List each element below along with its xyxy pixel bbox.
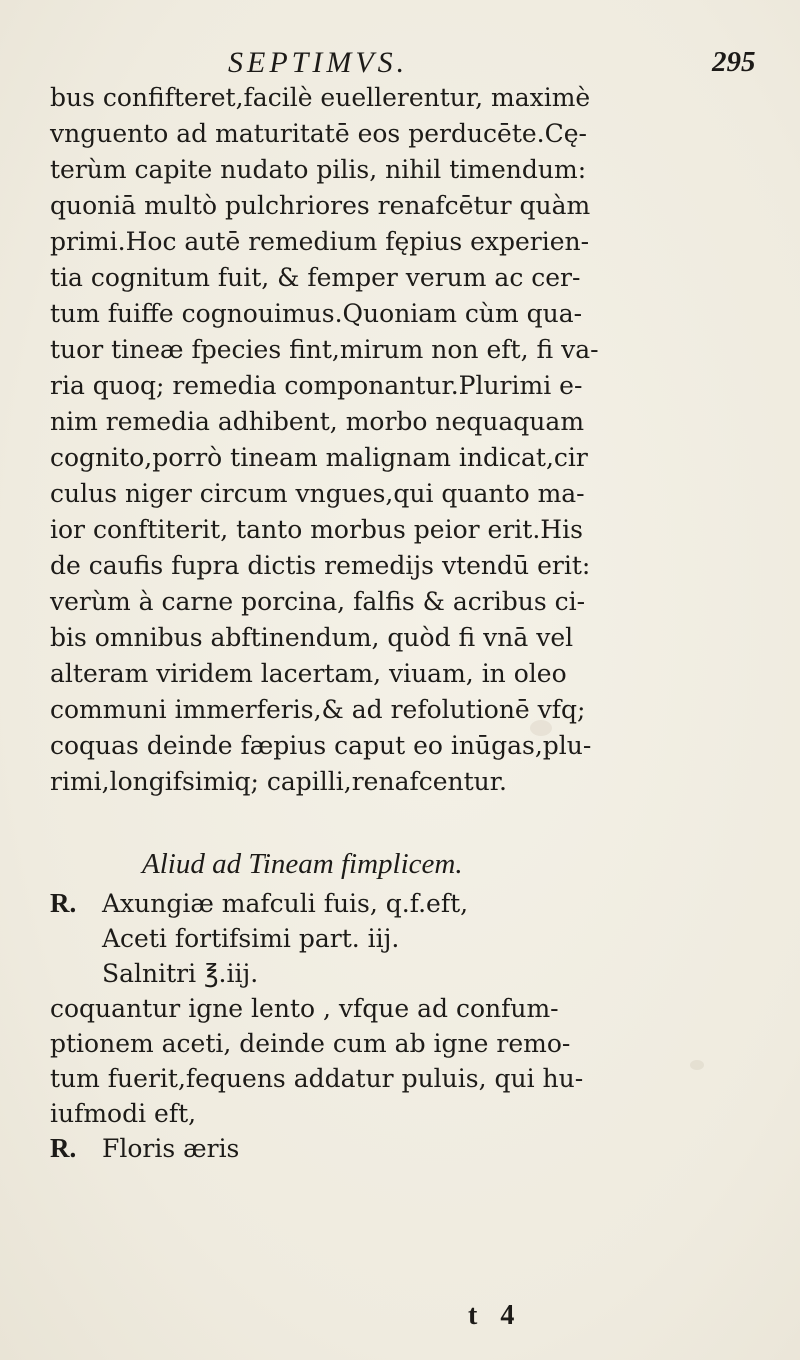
text-line: bis omnibus abftinendum, quòd fi vnā vel [50,623,574,652]
body-text [50,80,790,800]
recipe-text: tum fuerit,fequens addatur puluis, qui hu- [50,1064,584,1093]
recipe-line [50,991,790,1026]
text-line: rimi,longifsimiq; capilli,renafcentur. [50,767,507,796]
recipe-text: Aceti fortifsimi part. iij. [102,924,400,953]
recipe-block [50,886,790,1166]
recipe-line [50,1131,790,1166]
text-line: bus confifteret,facilè euellerentur, maximè [50,83,591,112]
page-number: 295 [712,46,756,78]
text-line: communi immerferis,& ad refolutionē vfq; [50,695,586,724]
recipe-line [50,1026,790,1061]
text-line: tum fuiffe cognouimus.Quoniam cùm qua- [50,299,583,328]
section-subheading: Aliud ad Tineam fimplicem. [142,848,463,880]
text-line: terùm capite nudato pilis, nihil timendum: [50,155,587,184]
text-line: nim remedia adhibent, morbo nequaquam [50,407,585,436]
text-line: tuor tineæ fpecies fint,mirum non eft, fi va- [50,335,599,364]
text-line: cognito,porrò tineam malignam indicat,cir [50,443,588,472]
recipe-line [50,921,790,956]
text-line: ria quoq; remedia componantur.Plurimi e- [50,371,583,400]
text-line: vnguento ad maturitatē eos perducēte.Cę- [50,119,587,148]
recipe-text: Axungiæ mafculi fuis, q.f.eft, [102,889,469,918]
text-line: ior conftiterit, tanto morbus peior erit.His [50,515,583,544]
text-line: quoniā multò pulchriores renafcētur quàm [50,191,591,220]
recipe-text: iufmodi eft, [50,1099,197,1128]
recipe-line [50,1096,790,1131]
text-line: alteram viridem lacertam, viuam, in oleo [50,659,567,688]
running-head: SEPTIMVS. [228,46,409,79]
recipe-text: ptionem aceti, deinde cum ab igne remo- [50,1029,571,1058]
text-line: primi.Hoc autē remedium fępius experien- [50,227,590,256]
recipe-text: Salnitri ℥.iij. [102,959,259,988]
text-line: culus niger circum vngues,qui quanto ma- [50,479,585,508]
text-line: verùm à carne porcina, falfis & acribus ci- [50,587,586,616]
text-line: de caufis fupra dictis remedijs vtendū erit: [50,551,591,580]
recipe-text: Floris æris [102,1134,240,1163]
recipe-mark: R. [50,888,77,918]
text-line: coquas deinde fæpius caput eo inūgas,plu- [50,731,592,760]
text-line: tia cognitum fuit, & femper verum ac cer- [50,263,581,292]
recipe-text: coquantur igne lento , vfque ad confum- [50,994,559,1023]
recipe-mark: R. [50,1133,77,1163]
recipe-line [50,886,790,921]
recipe-line [50,1061,790,1096]
signature-mark: t 4 [468,1300,523,1331]
recipe-line [50,956,790,991]
